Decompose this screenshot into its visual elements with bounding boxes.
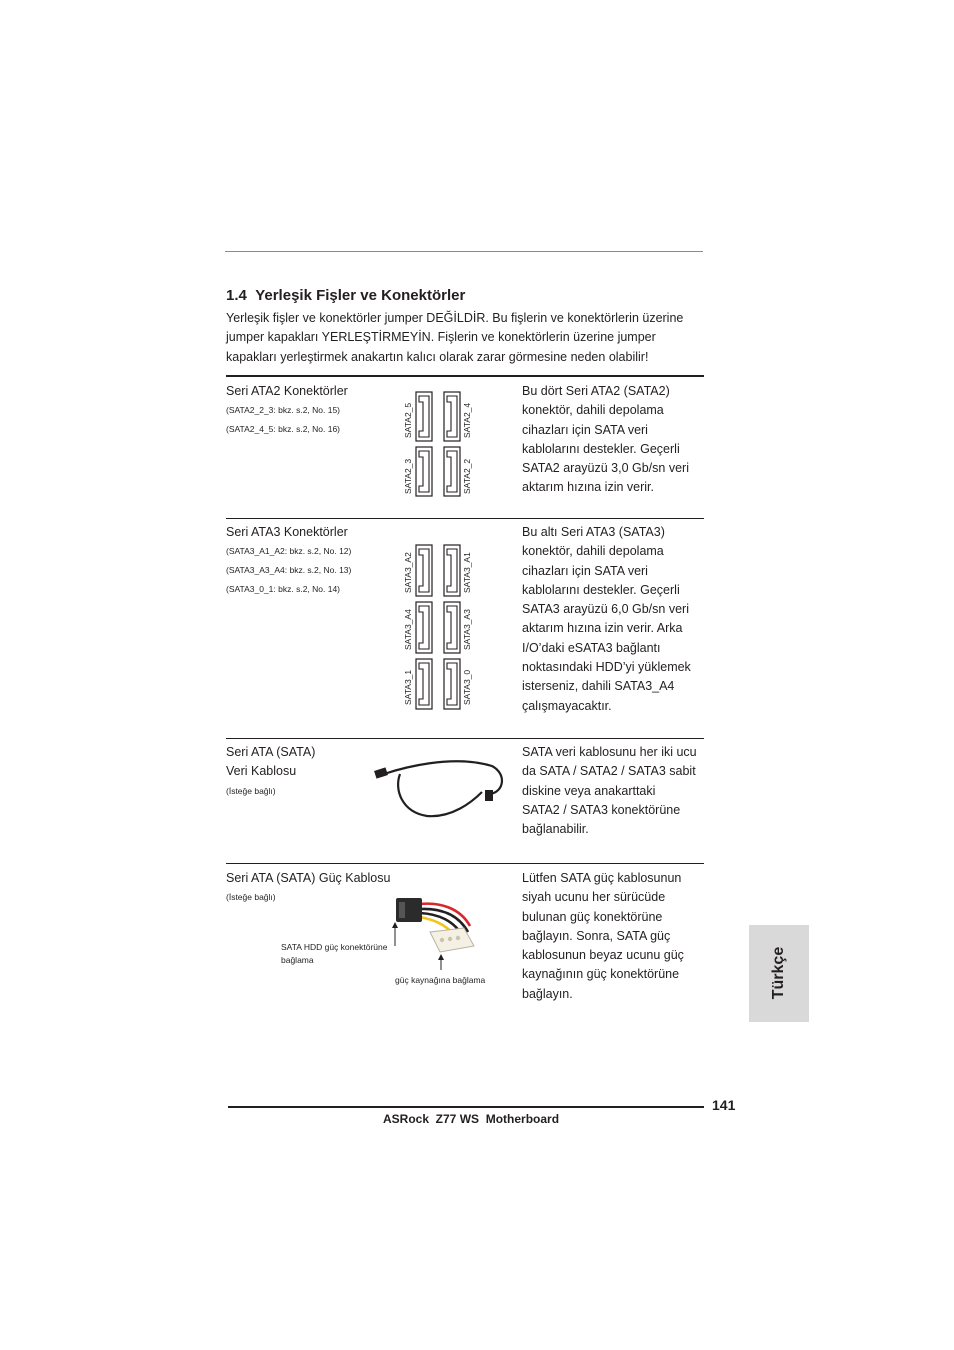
data-cable-heading-1: Seri ATA (SATA) (226, 745, 316, 759)
section-title: 1.4 Yerleşik Fişler ve Konektörler (226, 287, 466, 304)
footer-title: ASRock Z77 WS Motherboard (383, 1112, 560, 1126)
annotation-power: güç kaynağına bağlama (395, 975, 486, 985)
arrow-up-icon (438, 954, 444, 970)
sata-connector (444, 447, 460, 496)
section-intro: Yerleşik fişler ve konektörler jumper DEĞİLDİR. Bu fişlerin ve konektörlerin üzerine jumper kapakları YERLEŞTİRMEYİN. Fişlerin ve konektörlerin üzerine jumper kapakları yerleştirmek anakartın kalıcı olarak zarar görmesine neden olabilir! (226, 311, 684, 364)
sata2-heading: Seri ATA2 Konektörler (226, 384, 348, 398)
annotation-hdd: SATA HDD güç konektörüne bağlama (281, 942, 388, 965)
data-cable-heading-2: Veri Kablosu (226, 764, 297, 778)
block-divider (226, 863, 704, 864)
sata-connector (444, 659, 460, 709)
sata3-ref-2: (SATA3_A3_A4: bkz. s.2, No. 13) (226, 565, 352, 575)
label-sata3-a4: SATA3_A4 (403, 609, 413, 650)
block-divider (226, 738, 704, 739)
sata-connector (416, 545, 432, 596)
sata3-ref-3: (SATA3_0_1: bkz. s.2, No. 14) (226, 584, 341, 594)
label-sata2-3: SATA2_3 (403, 458, 413, 494)
power-cable-description: Lütfen SATA güç kablosunun siyah ucunu her sürücüde bulunan güç konektörüne bağlayın. Sonra, SATA güç kablosunun beyaz ucunu güç kaynağının güç konektörüne bağlayın. (522, 871, 684, 1001)
language-tab-label: Türkçe (770, 946, 787, 1000)
sata-connector (444, 392, 460, 441)
label-sata2-2: SATA2_2 (462, 458, 472, 494)
power-cable-note: (İsteğe bağlı) (226, 892, 276, 902)
sata2-ref-2: (SATA2_4_5: bkz. s.2, No. 16) (226, 424, 341, 434)
sata2-description: Bu dört Seri ATA2 (SATA2) konektör, dahili depolama cihazları için SATA veri kablolarını destekler. Geçerli SATA2 arayüzü 3,0 Gb/sn veri aktarım hızına izin verir. (522, 384, 689, 495)
power-cable-heading: Seri ATA (SATA) Güç Kablosu (226, 871, 391, 885)
sata2-ref-1: (SATA2_2_3: bkz. s.2, No. 15) (226, 405, 341, 415)
page-number: 141 (712, 1097, 736, 1113)
label-sata2-4: SATA2_4 (462, 402, 472, 438)
label-sata3-0: SATA3_0 (462, 669, 472, 705)
sata-connector (416, 447, 432, 496)
language-tab (749, 925, 809, 1022)
sata-power-connector (396, 898, 422, 922)
sata-connector (416, 392, 432, 441)
arrow-up-icon (392, 922, 398, 946)
data-cable-description: SATA veri kablosunu her iki ucu da SATA / SATA2 / SATA3 sabit diskine veya anakarttaki SATA2 / SATA3 konektörüne bağlanabilir. (522, 745, 697, 837)
sata-connector (416, 602, 432, 653)
label-sata3-a1: SATA3_A1 (462, 552, 472, 593)
cable-plug (374, 767, 388, 778)
footer-rule (228, 1106, 704, 1108)
sata3-description: Bu altı Seri ATA3 (SATA3) konektör, dahili depolama cihazları için SATA veri kablolarını destekler. Geçerli SATA3 arayüzü 6,0 Gb/sn veri aktarım hızına izin verir. Arka I/O’daki eSATA3 bağlantı noktasındaki HDD’yi yüklemek isterseniz, dahili SATA3_A4 çalışmayacaktır. (522, 525, 691, 713)
sata-power-cable-image (380, 888, 490, 970)
sata3-ref-1: (SATA3_A1_A2: bkz. s.2, No. 12) (226, 546, 352, 556)
label-sata3-1: SATA3_1 (403, 669, 413, 705)
section-rule (226, 375, 704, 377)
label-sata2-5: SATA2_5 (403, 402, 413, 438)
top-rule (225, 251, 703, 252)
data-cable-note: (İsteğe bağlı) (226, 786, 276, 796)
block-divider (226, 518, 704, 519)
sata-connector (444, 602, 460, 653)
sata-connector (444, 545, 460, 596)
sata3-heading: Seri ATA3 Konektörler (226, 525, 348, 539)
cable-plug (485, 790, 493, 801)
label-sata3-a2: SATA3_A2 (403, 552, 413, 593)
sata-connector (416, 659, 432, 709)
sata-data-cable-image (372, 752, 512, 822)
label-sata3-a3: SATA3_A3 (462, 609, 472, 650)
